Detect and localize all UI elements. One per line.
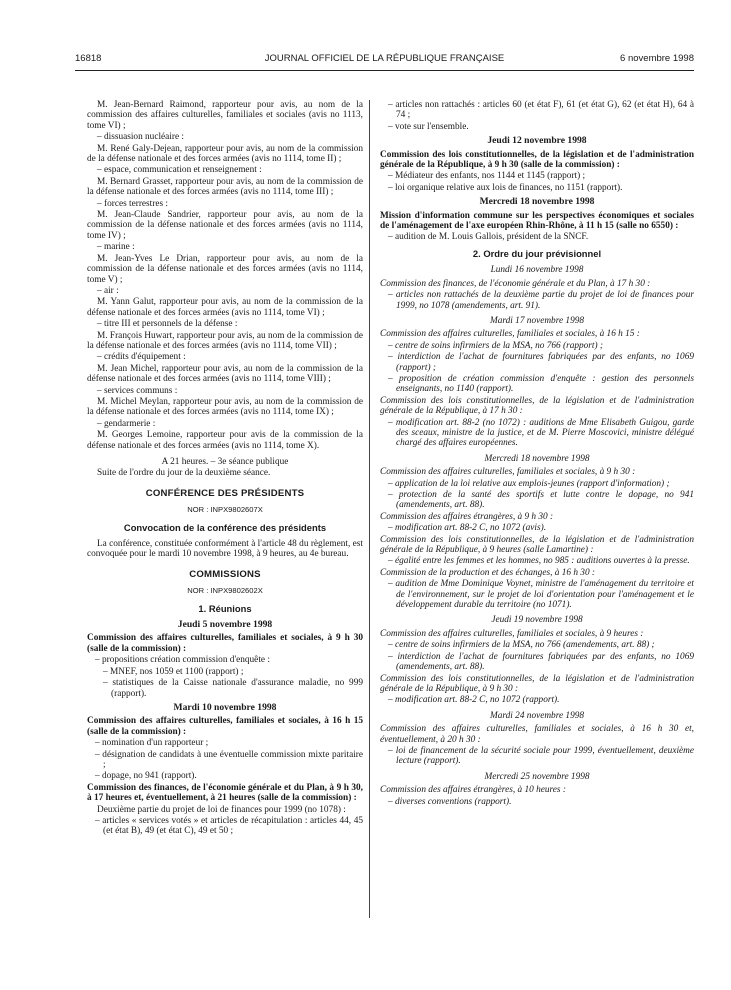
list-item: – gendarmerie : xyxy=(97,418,156,429)
commission-heading: Commission de la production et des échanges, à 16 h 30 : xyxy=(380,567,596,578)
left-column xyxy=(87,100,363,838)
day-heading: Jeudi 19 novembre 1998 xyxy=(491,615,583,626)
list-item: – forces terrestres : xyxy=(97,198,168,209)
list-item: – marine : xyxy=(97,242,135,253)
list-item: – modification art. 88-2 C, no 1072 (avis). xyxy=(388,523,547,534)
paragraph: M. Georges Lemoine, rapporteur pour avis de la commission de la défense nationale et des forces armées (avis no 1114, tome X). xyxy=(87,430,363,451)
list-item: – dopage, no 941 (rapport). xyxy=(95,771,197,782)
list-item: – MNEF, nos 1059 et 1100 (rapport) ; xyxy=(103,666,244,677)
list-item: – vote sur l'ensemble. xyxy=(388,121,469,132)
list-item: – statistiques de la Caisse nationale d'assurance maladie, no 999 (rapport). xyxy=(103,678,363,699)
commission-heading: Commission des lois constitutionnelles, de la législation et de l'administration générale de la République, à 9 h 30 (salle de la commission) : xyxy=(380,149,694,171)
page-header xyxy=(75,53,694,69)
day-heading: Mercredi 18 novembre 1998 xyxy=(484,453,590,464)
list-item: – audition de M. Louis Gallois, président de la SNCF. xyxy=(388,232,589,243)
commission-heading: Commission des affaires culturelles, familiales et sociales, à 16 h 15 : xyxy=(380,329,640,340)
paragraph: M. René Galy-Dejean, rapporteur pour avis, au nom de la commission de la défense nationale et des forces armées (avis no 1114, tome II) ; xyxy=(87,143,363,165)
list-item: – proposition de création commission d'enquête : gestion des personnels enseignants, no 1140 (rapport). xyxy=(388,373,694,395)
day-heading: Mardi 17 novembre 1998 xyxy=(489,315,585,326)
list-item: – protection de la santé des sportifs et lutte contre le dopage, no 941 (amendements, art. 88). xyxy=(388,490,694,511)
list-item: – articles non rattachés de la deuxième partie du projet de loi de finances pour 1999, no 1078 (amendements, art. 91). xyxy=(388,290,694,311)
commission-heading: Commission des affaires étrangères, à 10 heures : xyxy=(380,785,566,796)
list-item: – centre de soins infirmiers de la MSA, no 766 (rapport) ; xyxy=(388,340,604,351)
commission-heading: Commission des affaires culturelles, familiales et sociales, à 9 h 30 : xyxy=(380,467,636,478)
list-item: – loi organique relative aux lois de finances, no 1151 (rapport). xyxy=(388,182,623,193)
paragraph: M. Jean-Bernard Raimond, rapporteur pour avis, au nom de la commission des affaires culturelles, familiales et sociales (avis no 1113, tome VI) ; xyxy=(87,100,363,131)
list-item: – interdiction de l'achat de fournitures fabriquées par des enfants, no 1069 (rapport) ; xyxy=(388,352,694,373)
paragraph: Suite de l'ordre du jour de la deuxième séance. xyxy=(97,468,271,479)
paragraph: La conférence, constituée conformément à l'article 48 du règlement, est convoquée pour le mardi 10 novembre 1998, à 9 heures, au 4e bureau. xyxy=(87,539,363,560)
list-item: – air : xyxy=(97,285,119,296)
list-item: – nomination d'un rapporteur ; xyxy=(95,738,209,749)
list-item: – application de la loi relative aux emplois-jeunes (rapport d'information) ; xyxy=(388,478,670,489)
subsection-title: 1. Réunions xyxy=(198,602,252,614)
list-item: – Médiateur des enfants, nos 1144 et 1145 (rapport) ; xyxy=(388,171,586,182)
journal-title: JOURNAL OFFICIEL DE LA RÉPUBLIQUE FRANÇAISE xyxy=(264,53,505,64)
list-item: – crédits d'équipement : xyxy=(97,352,186,363)
paragraph: M. Jean-Claude Sandrier, rapporteur pour avis, au nom de la commission de la défense nationale et des forces armées (avis no 1114, tome IV) ; xyxy=(87,210,363,241)
day-heading: Mardi 10 novembre 1998 xyxy=(173,701,277,713)
commission-heading: Commission des affaires culturelles, familiales et sociales, à 16 h 15 (salle de la commission) : xyxy=(87,716,363,737)
paragraph: M. Michel Meylan, rapporteur pour avis, au nom de la commission de la défense nationale et des forces armées (avis no 1114, tome IX) ; xyxy=(87,396,363,418)
column-divider xyxy=(369,100,370,918)
list-item: – espace, communication et renseignement : xyxy=(97,165,262,176)
list-item: – articles non rattachés : articles 60 (et état F), 61 (et état G), 62 (et état H), 64 à 74 ; xyxy=(388,100,694,121)
nor-reference: NOR : INPX9802607X xyxy=(187,505,263,515)
section-title-conference: CONFÉRENCE DES PRÉSIDENTS xyxy=(145,487,305,499)
list-item: – centre de soins infirmiers de la MSA, no 766 (amendements, art. 88) ; xyxy=(388,640,655,651)
commission-heading: Commission des finances, de l'économie générale et du Plan, à 9 h 30, à 17 heures et, éventuellement, à 21 heures (salle de la commission) : xyxy=(87,782,363,804)
list-item: – désignation de candidats à une éventuelle commission mixte paritaire ; xyxy=(95,749,363,770)
commission-heading: Commission des affaires culturelles, familiales et sociales, à 9 h 30 (salle de la commission) : xyxy=(87,633,363,654)
list-item: – interdiction de l'achat de fournitures fabriquées par des enfants, no 1069 (amendements, art. 88). xyxy=(388,651,694,673)
day-heading: Mercredi 18 novembre 1998 xyxy=(479,196,595,208)
page-number: 16818 xyxy=(75,53,102,64)
commission-heading: Commission des affaires étrangères, à 9 h 30 : xyxy=(380,511,554,522)
list-item: – modification art. 88-2 (no 1072) : auditions de Mme Elisabeth Guigou, garde des sceaux, ministre de la justice, et de M. Pierre Moscovici, ministre délégué chargé des affaires européennes. xyxy=(388,417,694,449)
day-heading: Lundi 16 novembre 1998 xyxy=(490,265,584,276)
list-item: – services communs : xyxy=(97,385,178,396)
paragraph: M. Jean Michel, rapporteur pour avis, au nom de la commission de la défense nationale et des forces armées (avis no 1114, tome VIII) ; xyxy=(87,363,363,385)
paragraph: M. Bernard Grasset, rapporteur pour avis, au nom de la commission de la défense nationale et des forces armées (avis no 1114, tome III) ; xyxy=(87,176,363,198)
list-item: – audition de Mme Dominique Voynet, ministre de l'aménagement du territoire et de l'environnement, sur le projet de loi d'orientation pour l'aménagement et le développement durable du territoire (no 1071). xyxy=(388,579,694,611)
list-item: – dissuasion nucléaire : xyxy=(97,132,185,143)
nor-reference: NOR : INPX9802602X xyxy=(187,586,263,596)
commission-heading: Commission des affaires culturelles, familiales et sociales, à 16 h 30 et, éventuellement, à 20 h 30 : xyxy=(380,724,694,745)
paragraph: Deuxième partie du projet de loi de finances pour 1999 (no 1078) : xyxy=(97,804,346,815)
commission-heading: Commission des finances, de l'économie générale et du Plan, à 17 h 30 : xyxy=(380,278,651,289)
paragraph: M. Jean-Yves Le Drian, rapporteur pour avis, au nom de la commission de la défense nationale et des forces armées (avis no 1114, tome V) ; xyxy=(87,253,363,285)
day-heading: Jeudi 5 novembre 1998 xyxy=(177,619,273,631)
commission-heading: Commission des lois constitutionnelles, de la législation et de l'administration générale de la République, à 17 h 30 : xyxy=(380,395,694,417)
day-heading: Jeudi 12 novembre 1998 xyxy=(487,135,587,147)
list-item: – modification art. 88-2 C, no 1072 (rapport). xyxy=(388,695,560,706)
header-rule xyxy=(75,70,694,71)
commission-heading: Commission des affaires culturelles, familiales et sociales, à 9 heures : xyxy=(380,628,644,639)
issue-date: 6 novembre 1998 xyxy=(620,53,694,64)
list-item: – égalité entre les femmes et les hommes, no 985 : auditions ouvertes à la presse. xyxy=(388,556,690,567)
list-item: – loi de financement de la sécurité sociale pour 1999, éventuellement, deuxième lecture (rapport). xyxy=(388,745,694,767)
mission-heading: Mission d'information commune sur les perspectives économiques et sociales de l'aménagement de l'axe européen Rhin-Rhône, à 11 h 15 (salle no 6550) : xyxy=(380,210,694,232)
commission-heading: Commission des lois constitutionnelles, de la législation et de l'administration générale de la République, à 9 heures (salle Lamartine) : xyxy=(380,534,694,556)
list-item: – diverses conventions (rapport). xyxy=(388,796,512,807)
commission-heading: Commission des lois constitutionnelles, de la législation et de l'administration générale de la République, à 9 h 30 : xyxy=(380,673,694,694)
paragraph: M. Yann Galut, rapporteur pour avis, au nom de la commission de la défense nationale et des forces armées (avis no 1114, tome VI) ; xyxy=(87,297,363,318)
list-item: – titre III et personnels de la défense : xyxy=(97,319,238,330)
seance-time: A 21 heures. – 3e séance publique xyxy=(161,457,289,467)
right-column xyxy=(380,100,694,808)
section-title-commissions: COMMISSIONS xyxy=(189,568,261,580)
day-heading: Mardi 24 novembre 1998 xyxy=(489,710,585,721)
day-heading: Mercredi 25 novembre 1998 xyxy=(484,771,590,782)
subsection-title: 2. Ordre du jour prévisionnel xyxy=(472,247,602,259)
subsection-title: Convocation de la conférence des présidents xyxy=(123,521,327,533)
list-item: – propositions création commission d'enquête : xyxy=(95,655,270,666)
list-item: – articles « services votés » et articles de récapitulation : articles 44, 45 (et état B), 49 (et état C), 49 et 50 ; xyxy=(95,815,363,837)
paragraph: M. François Huwart, rapporteur pour avis, au nom de la commission de la défense nationale et des forces armées (avis no 1114, tome VII) ; xyxy=(87,330,363,351)
